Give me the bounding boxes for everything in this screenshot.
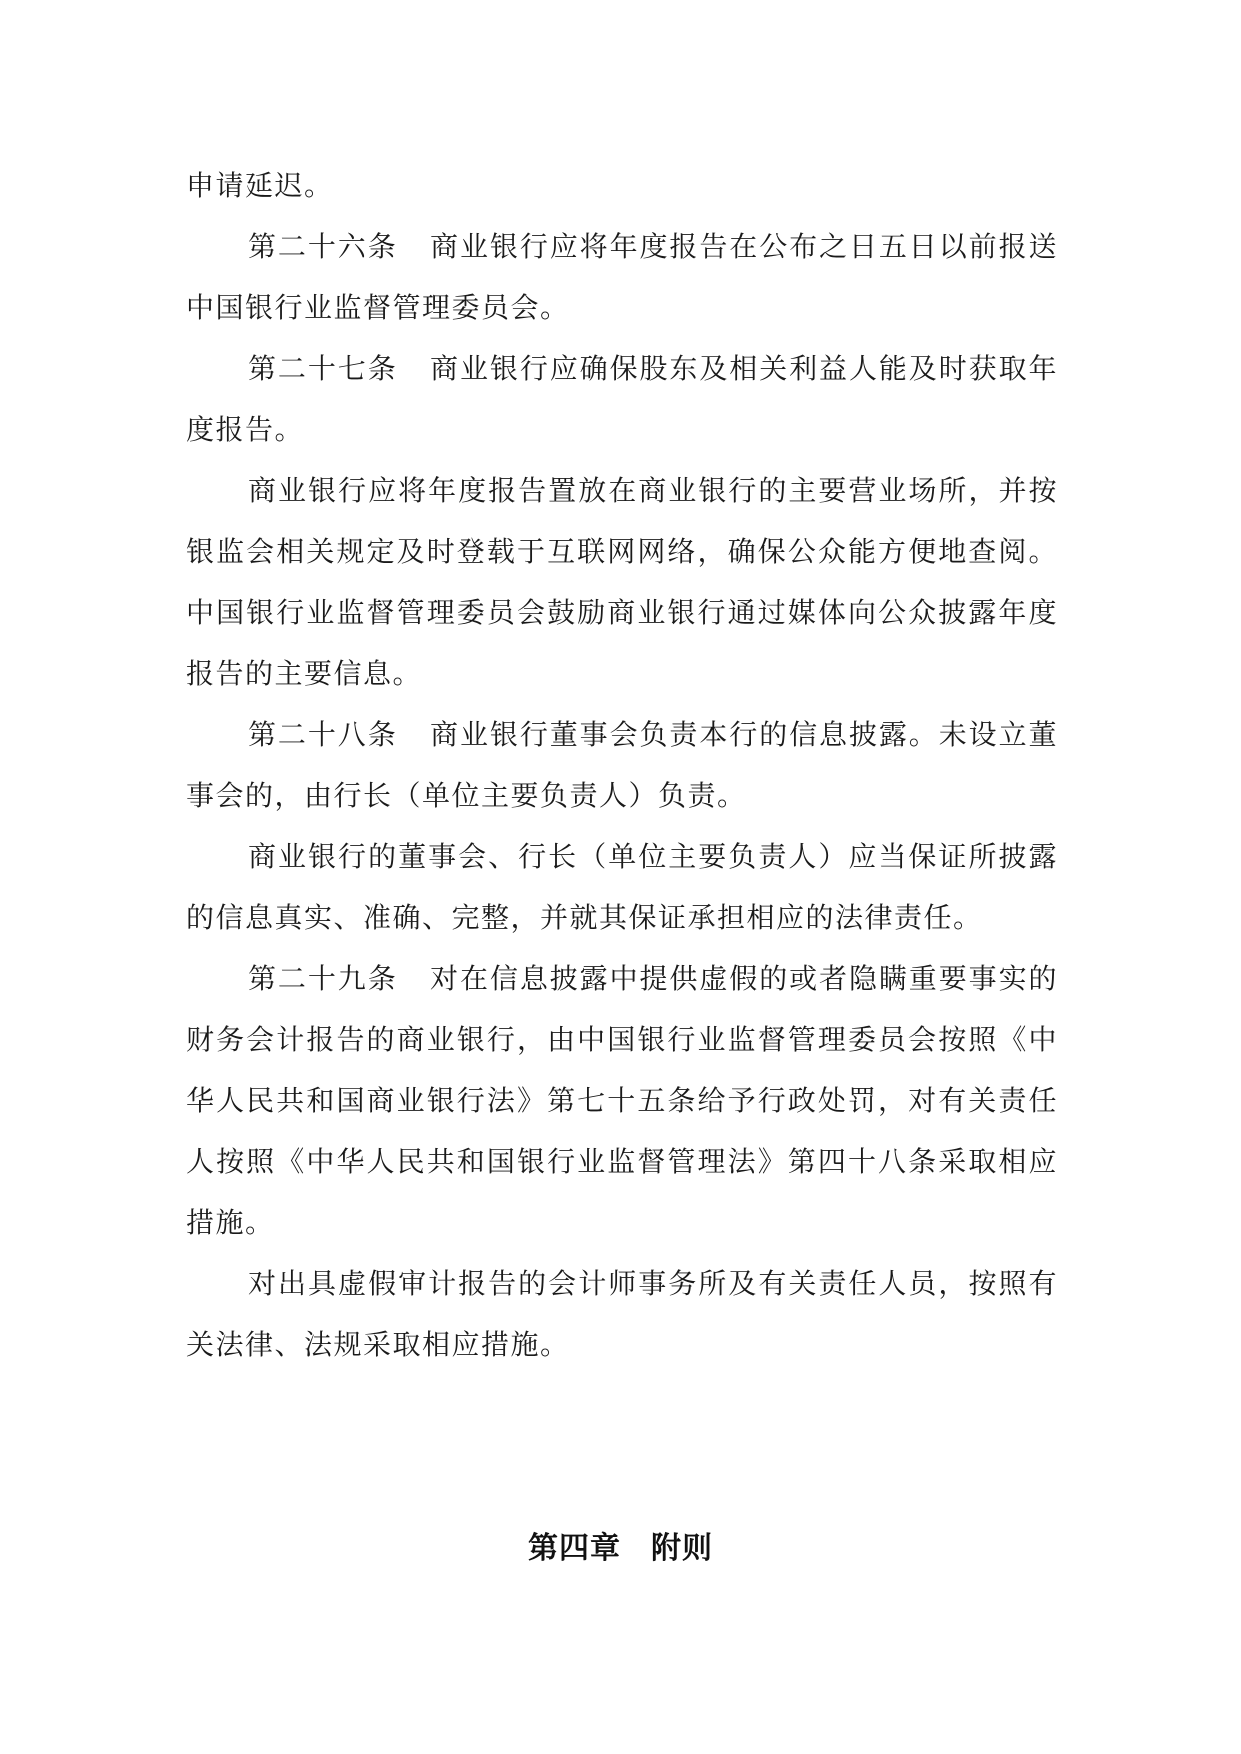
paragraph-text: 商业银行的董事会、行长（单位主要负责人）应当保证所披露的信息真实、准确、完整，并就其保证承担相应的法律责任。 bbox=[186, 840, 1058, 934]
document-body bbox=[186, 155, 1058, 1375]
article-text: 商业银行董事会负责本行的信息披露。未设立董事会的，由行长（单位主要负责人）负责。 bbox=[186, 718, 1058, 812]
article-text: 商业银行应将年度报告在公布之日五日以前报送中国银行业监督管理委员会。 bbox=[186, 230, 1058, 324]
article-29 bbox=[186, 948, 1058, 1253]
article-number: 第二十八条 bbox=[248, 718, 398, 751]
paragraph-text: 申请延迟。 bbox=[186, 169, 334, 202]
article-29-paragraph-2 bbox=[186, 1253, 1058, 1375]
article-28-paragraph-2 bbox=[186, 826, 1058, 948]
article-27 bbox=[186, 338, 1058, 460]
article-text: 商业银行应确保股东及相关利益人能及时获取年度报告。 bbox=[186, 352, 1058, 446]
paragraph-text: 对出具虚假审计报告的会计师事务所及有关责任人员，按照有关法律、法规采取相应措施。 bbox=[186, 1267, 1058, 1361]
paragraph-text: 商业银行应将年度报告置放在商业银行的主要营业场所，并按银监会相关规定及时登载于互联网网络，确保公众能方便地查阅。中国银行业监督管理委员会鼓励商业银行通过媒体向公众披露年度报告的主要信息。 bbox=[186, 474, 1058, 690]
article-27-paragraph-2 bbox=[186, 460, 1058, 704]
article-number: 第二十九条 bbox=[248, 962, 398, 995]
article-26 bbox=[186, 216, 1058, 338]
article-number: 第二十六条 bbox=[248, 230, 398, 263]
article-28 bbox=[186, 704, 1058, 826]
chapter-number: 第四章 bbox=[528, 1531, 621, 1566]
article-number: 第二十七条 bbox=[248, 352, 398, 385]
chapter-title: 附则 bbox=[651, 1531, 713, 1566]
article-text: 对在信息披露中提供虚假的或者隐瞒重要事实的财务会计报告的商业银行，由中国银行业监督管理委员会按照《中华人民共和国商业银行法》第七十五条给予行政处罚，对有关责任人按照《中华人民共和国银行业监督管理法》第四十八条采取相应措施。 bbox=[186, 962, 1058, 1239]
paragraph-continuation bbox=[186, 155, 1058, 216]
chapter-heading bbox=[0, 1523, 1241, 1567]
